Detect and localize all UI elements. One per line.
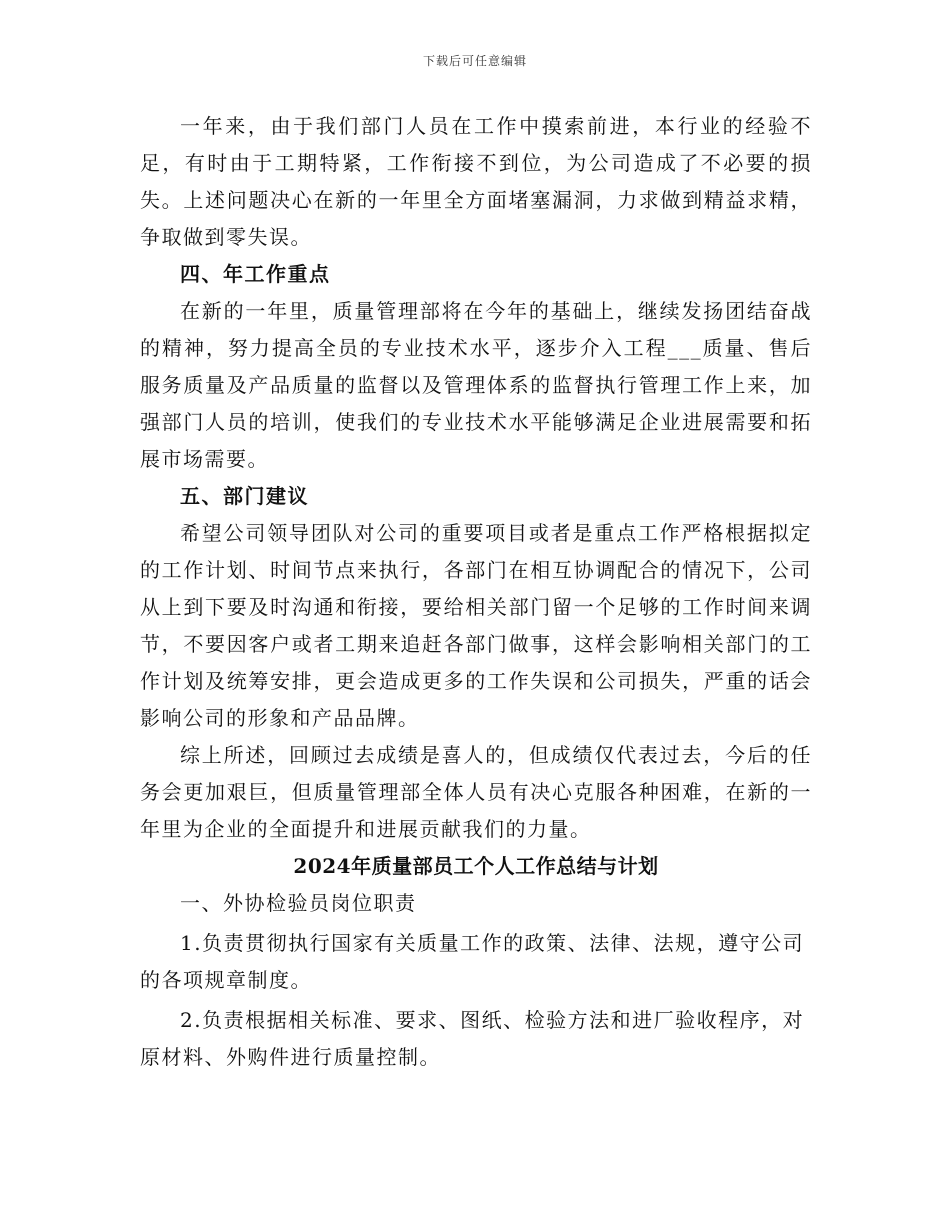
- paragraph-intro: 一年来，由于我们部门人员在工作中摸索前进，本行业的经验不足，有时由于工期特紧，工作衔接不到位，为公司造成了不必要的损失。上述问题决心在新的一年里全方面堵塞漏洞，力求做到精益求精，争取做到零失误。: [140, 114, 812, 249]
- paragraph-department-suggestions: 希望公司领导团队对公司的重要项目或者是重点工作严格根据拟定的工作计划、时间节点来执行，各部门在相互协调配合的情况下，公司从上到下要及时沟通和衔接，要给相关部门留一个足够的工作时间来调节，不要因客户或者工期来追赶各部门做事，这样会影响相关部门的工作计划及统筹安排，更会造成更多的工作失误和公司损失，严重的话会影响公司的形象和产品品牌。: [140, 521, 812, 730]
- page-header-note: 下载后可任意编辑: [422, 54, 527, 68]
- list-item-2: 2.负责根据相关标准、要求、图纸、检验方法和进厂验收程序，对原材料、外购件进行质量控制。: [140, 1008, 805, 1069]
- document-title: 2024年质量部员工个人工作总结与计划: [293, 854, 659, 878]
- list-item-1: 1.负责贯彻执行国家有关质量工作的政策、法律、法规，遵守公司的各项规章制度。: [140, 931, 805, 992]
- paragraph-work-focus: 在新的一年里，质量管理部将在今年的基础上，继续发扬团结奋战的精神，努力提高全员的专业技术水平，逐步介入工程___质量、售后服务质量及产品质量的监督以及管理体系的监督执行管理工作上来，加强部门人员的培训，使我们的专业技术水平能够满足企业进展需要和拓展市场需要。: [140, 299, 812, 471]
- section-heading-4: 四、年工作重点: [180, 262, 331, 286]
- document-body: [140, 108, 812, 1076]
- section-heading-duties: 一、外协检验员岗位职责: [180, 891, 417, 915]
- paragraph-summary: 综上所述，回顾过去成绩是喜人的，但成绩仅代表过去，今后的任务会更加艰巨，但质量管理部全体人员有决心克服各种困难，在新的一年里为企业的全面提升和进展贡献我们的力量。: [140, 743, 812, 841]
- section-heading-5: 五、部门建议: [180, 484, 309, 508]
